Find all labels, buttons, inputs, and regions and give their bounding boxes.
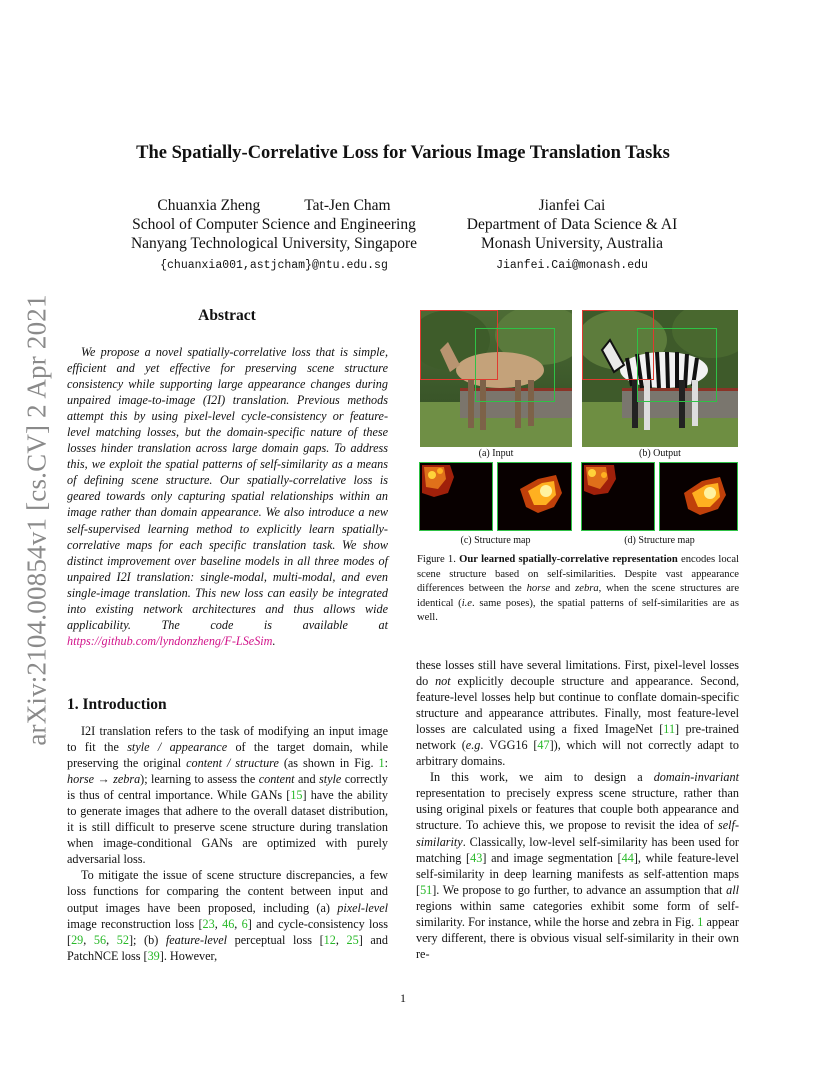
page-number: 1 bbox=[400, 991, 406, 1005]
label-structure-map-c: (c) Structure map bbox=[460, 535, 531, 546]
heatmap bbox=[498, 463, 571, 530]
structure-map-input-red bbox=[419, 462, 493, 531]
output-zebra-image bbox=[582, 310, 738, 447]
intro-paragraph-2: To mitigate the issue of scene structure discrepancies, a few loss functions for comparing the content between input and output images have been proposed, including (a) pixel-level image reconstruction loss [23, 46, 6] and cycle-consistency loss [29, 56, 52]; (b) feature-level perceptual loss [12, 25] and PatchNCE loss [39]. However, bbox=[67, 868, 389, 963]
caption-bold-title: Our learned spatially-correlative representation bbox=[459, 554, 678, 565]
author-block-ntu bbox=[116, 196, 432, 275]
label-output: (b) Output bbox=[639, 448, 681, 459]
author-name: Chuanxia Zheng bbox=[157, 197, 261, 214]
structure-map-output-green bbox=[659, 462, 738, 531]
intro-paragraph-1: I2I translation refers to the task of modifying an input image to fit the style / appearance of the target domain, while preserving the original content / structure (as shown in Fig. 1: horse → zebra); learning to assess the content and style correctly is thus of central importance. While GANs [15] have the ability to generate images that adhere to the overall dataset distribution, it is still difficult to preserve scene structure during translation when image-conditional GANs are optimized with purely adversarial loss. bbox=[67, 724, 388, 867]
author-school: Department of Data Science & AI bbox=[466, 216, 678, 233]
author-email[interactable]: {chuanxia001,astjcham}@ntu.edu.sg bbox=[160, 259, 388, 272]
heatmap bbox=[582, 463, 654, 530]
input-horse-image bbox=[420, 310, 572, 447]
author-block-monash bbox=[452, 196, 692, 275]
paper-title: The Spatially-Correlative Loss for Various Image Translation Tasks bbox=[136, 143, 670, 163]
heatmap bbox=[420, 463, 492, 530]
green-patch-box bbox=[637, 328, 717, 402]
intro-paragraph-3: these losses still have several limitations. First, pixel-level losses do not explicitly decouple structure and appearance. Second, feature-level losses help but continue to conflate domain-specific structure and appearance attributes. Finally, most feature-level losses are calculated using a fixed ImageNet [11] pre-trained network (e.g. VGG16 [47]), which will not correctly adapt to arbitrary domains. bbox=[416, 658, 739, 769]
green-patch-box bbox=[475, 328, 555, 402]
label-structure-map-d: (d) Structure map bbox=[624, 535, 695, 546]
caption-prefix: Figure 1. bbox=[417, 554, 456, 565]
code-link[interactable]: https://github.com/lyndonzheng/F-LSeSim bbox=[67, 633, 273, 648]
author-school: School of Computer Science and Engineering bbox=[132, 216, 416, 233]
arxiv-identifier: arXiv:2104.00854v1 [cs.CV] 2 Apr 2021 bbox=[21, 294, 52, 746]
intro-paragraph-4: In this work, we aim to design a domain-invariant representation to precisely express scene structure, rather than using original pixels or features that couple both appearance and structure. To achieve this, we propose to revisit the idea of self-similarity. Classically, low-level self-similarity has been used for matching [43] and image segmentation [44], while feature-level self-similarity in deep learning manifests as self-attention maps [51]. We propose to go further, to advance an assumption that all regions within same categories exhibit some form of self-similarity. For instance, while the horse and zebra in Fig. 1 appear very different, there is obvious visual self-similarity in their own re- bbox=[416, 770, 739, 961]
label-input: (a) Input bbox=[478, 448, 514, 459]
author-name: Tat-Jen Cham bbox=[304, 197, 391, 214]
arxiv-side-stamp bbox=[12, 290, 62, 750]
author-email[interactable]: Jianfei.Cai@monash.edu bbox=[496, 259, 648, 272]
heatmap bbox=[660, 463, 737, 530]
introduction-text-right bbox=[416, 657, 739, 962]
author-university: Nanyang Technological University, Singapore bbox=[130, 235, 418, 252]
abstract-end: . bbox=[272, 633, 276, 648]
author-university: Monash University, Australia bbox=[481, 235, 663, 252]
author-name: Jianfei Cai bbox=[538, 197, 606, 214]
structure-map-input-green bbox=[497, 462, 572, 531]
section-heading-introduction: 1. Introduction bbox=[67, 696, 167, 713]
figure-caption: Figure 1. Our learned spatially-correlative representation encodes local scene structure based on self-similarities. Despite vast appearance differences between the horse and zebra, when the scene structures are identical (i.e. same poses), the spatial patterns of self-similarities are as well. bbox=[417, 554, 740, 624]
abstract-text bbox=[67, 344, 388, 649]
abstract-paragraph: We propose a novel spatially-correlative loss that is simple, efficient and yet effective for preserving scene structure consistency while supporting large appearance changes during unpaired image-to-image (I2I) translation. Previous methods attempt this by using pixel-level cycle-consistency or feature-level matching losses, but the domain-specific nature of these losses hinder translation across large domain gaps. To address this, we exploit the spatial patterns of self-similarity as a means of defining scene structure. Our spatially-correlative loss is geared towards only capturing spatial relationships within an image rather than domain appearance. We also introduce a new self-supervised learning method to explicitly learn spatially-correlative maps for each specific translation task. We show distinct improvement over baseline models in all three modes of unpaired I2I translation: single-modal, multi-modal, and even single-image translation. This new loss can easily be integrated into existing network architectures and thus allows wide applicability. The code is available at bbox=[67, 345, 388, 632]
structure-map-output-red bbox=[581, 462, 655, 531]
abstract-heading: Abstract bbox=[198, 307, 256, 324]
introduction-text-left bbox=[67, 723, 388, 964]
